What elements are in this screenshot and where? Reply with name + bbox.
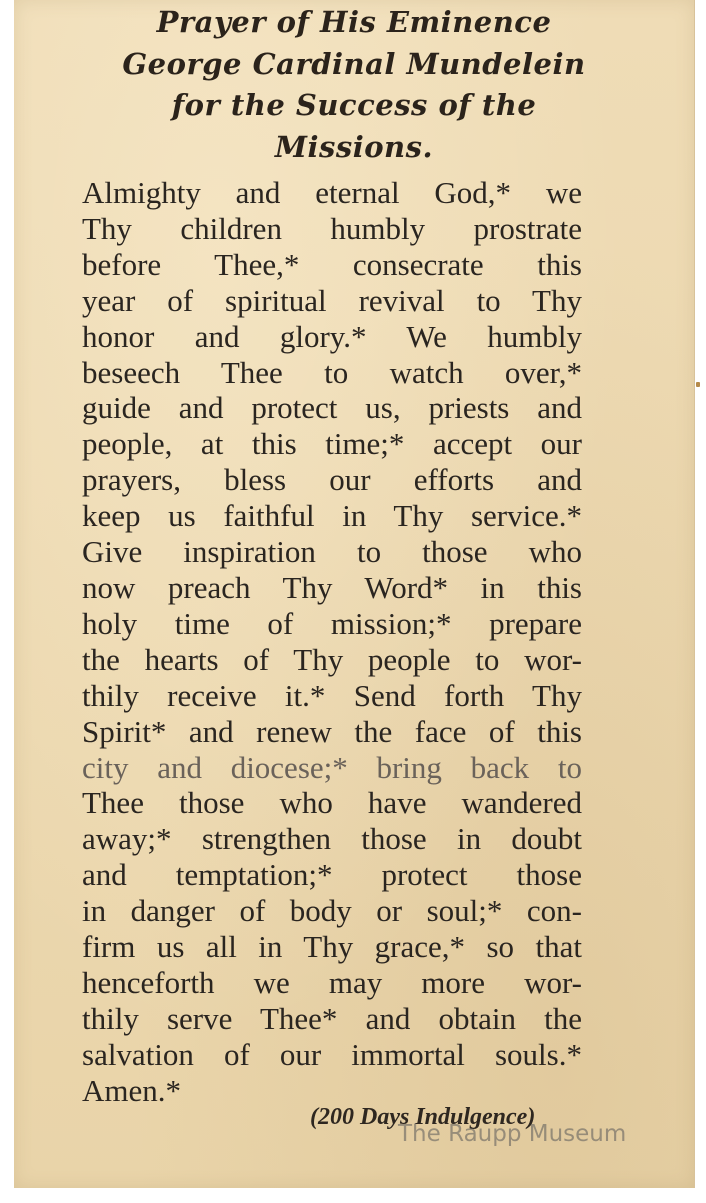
prayer-line: now preach Thy Word* in this	[82, 569, 582, 605]
title-line: for the Success of the	[171, 88, 537, 122]
prayer-line: holy time of mission;* prepare	[82, 605, 582, 641]
prayer-line: honor and glory.* We humbly	[82, 318, 582, 354]
title-line: George Cardinal Mundelein	[122, 46, 586, 81]
paper-speck	[696, 382, 700, 387]
prayer-line-amen: Amen.*	[82, 1072, 182, 1108]
title-line: Prayer of His Eminence	[156, 5, 552, 39]
indulgence-note: (200 Days Indulgence)	[310, 1104, 536, 1130]
prayer-line: thily serve Thee* and obtain the	[82, 1000, 582, 1036]
prayer-line: prayers, bless our efforts and	[82, 462, 582, 498]
prayer-line: Almighty and eternal God,* we	[82, 175, 582, 210]
prayer-line: Thee those who have wandered	[82, 785, 582, 821]
prayer-line: Give inspiration to those who	[82, 534, 582, 570]
prayer-line: in danger of body or soul;* con-	[82, 893, 582, 929]
prayer-line: keep us faithful in Thy service.*	[82, 498, 582, 534]
prayer-line: firm us all in Thy grace,* so that	[82, 929, 582, 965]
prayer-line: city and diocese;* bring back to	[82, 749, 582, 785]
prayer-line: thily receive it.* Send forth Thy	[82, 677, 582, 713]
prayer-line: guide and protect us, priests and	[82, 390, 582, 426]
prayer-line: the hearts of Thy people to wor-	[82, 641, 582, 677]
prayer-line: henceforth we may more wor-	[82, 964, 582, 1000]
prayer-line: away;* strengthen those in doubt	[82, 821, 582, 857]
museum-watermark: The Raupp Museum	[398, 1121, 627, 1147]
prayer-line: people, at this time;* accept our	[82, 426, 582, 462]
prayer-title	[14, 2, 694, 168]
prayer-line: and temptation;* protect those	[82, 857, 582, 893]
prayer-text	[82, 175, 582, 1109]
prayer-line: salvation of our immortal souls.*	[82, 1036, 582, 1072]
prayer-line: before Thee,* consecrate this	[82, 246, 582, 282]
prayer-line: beseech Thee to watch over,*	[82, 354, 582, 390]
prayer-line: Spirit* and renew the face of this	[82, 713, 582, 749]
prayer-line: year of spiritual revival to Thy	[82, 282, 582, 318]
title-line: Missions.	[274, 129, 434, 164]
prayer-line: Thy children humbly prostrate	[82, 210, 582, 246]
